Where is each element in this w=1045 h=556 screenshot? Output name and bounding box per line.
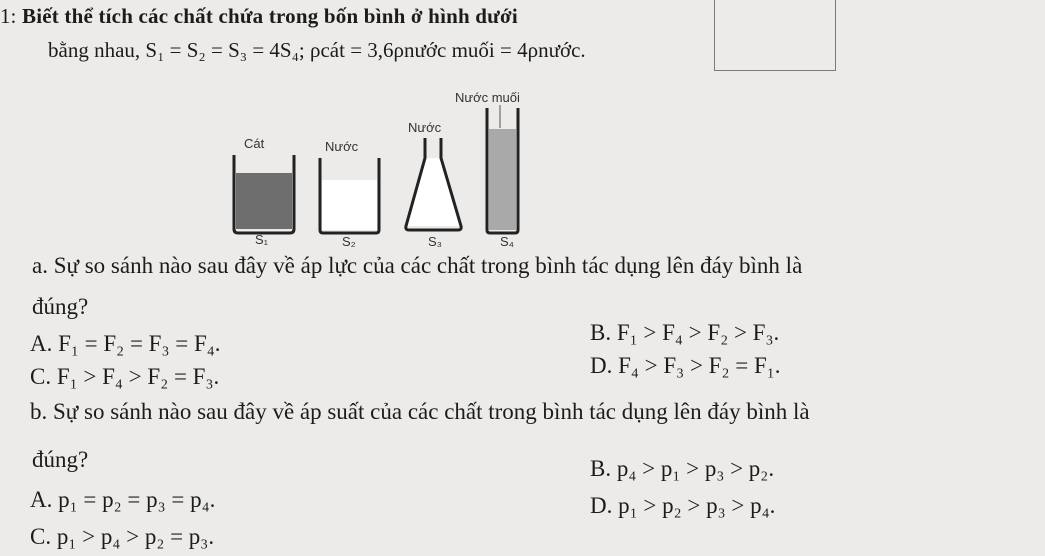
- part-a-prompt-line-2: đúng?: [32, 294, 89, 319]
- label-s4: S₄: [500, 234, 514, 249]
- vessel-water-beaker: [320, 158, 379, 233]
- intro-line-2: bằng nhau, S₁ = S₂ = S₃ = 4S₄; ρcát = 3,6ρnước muối = 4ρnước.: [48, 38, 586, 62]
- part-b-prompt-line-2: đúng?: [32, 447, 89, 472]
- part-a-option-b[interactable]: B. F₁ > F₄ > F₂ > F₃.: [590, 320, 780, 345]
- part-b-option-a[interactable]: A. p₁ = p₂ = p₃ = p₄.: [30, 487, 216, 512]
- label-sand: Cát: [244, 136, 265, 151]
- label-water-beaker: Nước: [325, 139, 359, 154]
- part-b-option-b[interactable]: B. p₄ > p₁ > p₃ > p₂.: [590, 456, 775, 481]
- part-b-prompt-line-1: b. Sự so sánh nào sau đây về áp suất của các chất trong bình tác dụng lên đáy bình là: [30, 399, 810, 424]
- vessel-salt-water: [487, 108, 518, 233]
- label-s2: S₂: [342, 234, 356, 249]
- part-a-option-d[interactable]: D. F₄ > F₃ > F₂ = F₁.: [590, 353, 781, 378]
- part-b-option-d[interactable]: D. p₁ > p₂ > p₃ > p₄.: [590, 493, 776, 518]
- label-salt-water: Nước muối: [455, 90, 520, 105]
- part-b-option-c[interactable]: C. p₁ > p₄ > p₂ = p₃.: [30, 524, 215, 549]
- part-a-option-a[interactable]: A. F₁ = F₂ = F₃ = F₄.: [30, 331, 221, 356]
- part-a-prompt-line-1: a. Sự so sánh nào sau đây về áp lực của các chất trong bình tác dụng lên đáy bình là: [32, 253, 803, 278]
- vessel-water-flask: [406, 138, 461, 230]
- intro-line-1: Biết thể tích các chất chứa trong bốn bình ở hình dưới: [22, 4, 518, 28]
- label-s3: S₃: [428, 234, 442, 249]
- vessel-sand: [234, 155, 294, 233]
- label-s1: S₁: [255, 232, 269, 247]
- question-number: 1:: [0, 4, 17, 28]
- label-water-flask: Nước: [408, 120, 442, 135]
- part-a-option-c[interactable]: C. F₁ > F₄ > F₂ = F₃.: [30, 364, 220, 389]
